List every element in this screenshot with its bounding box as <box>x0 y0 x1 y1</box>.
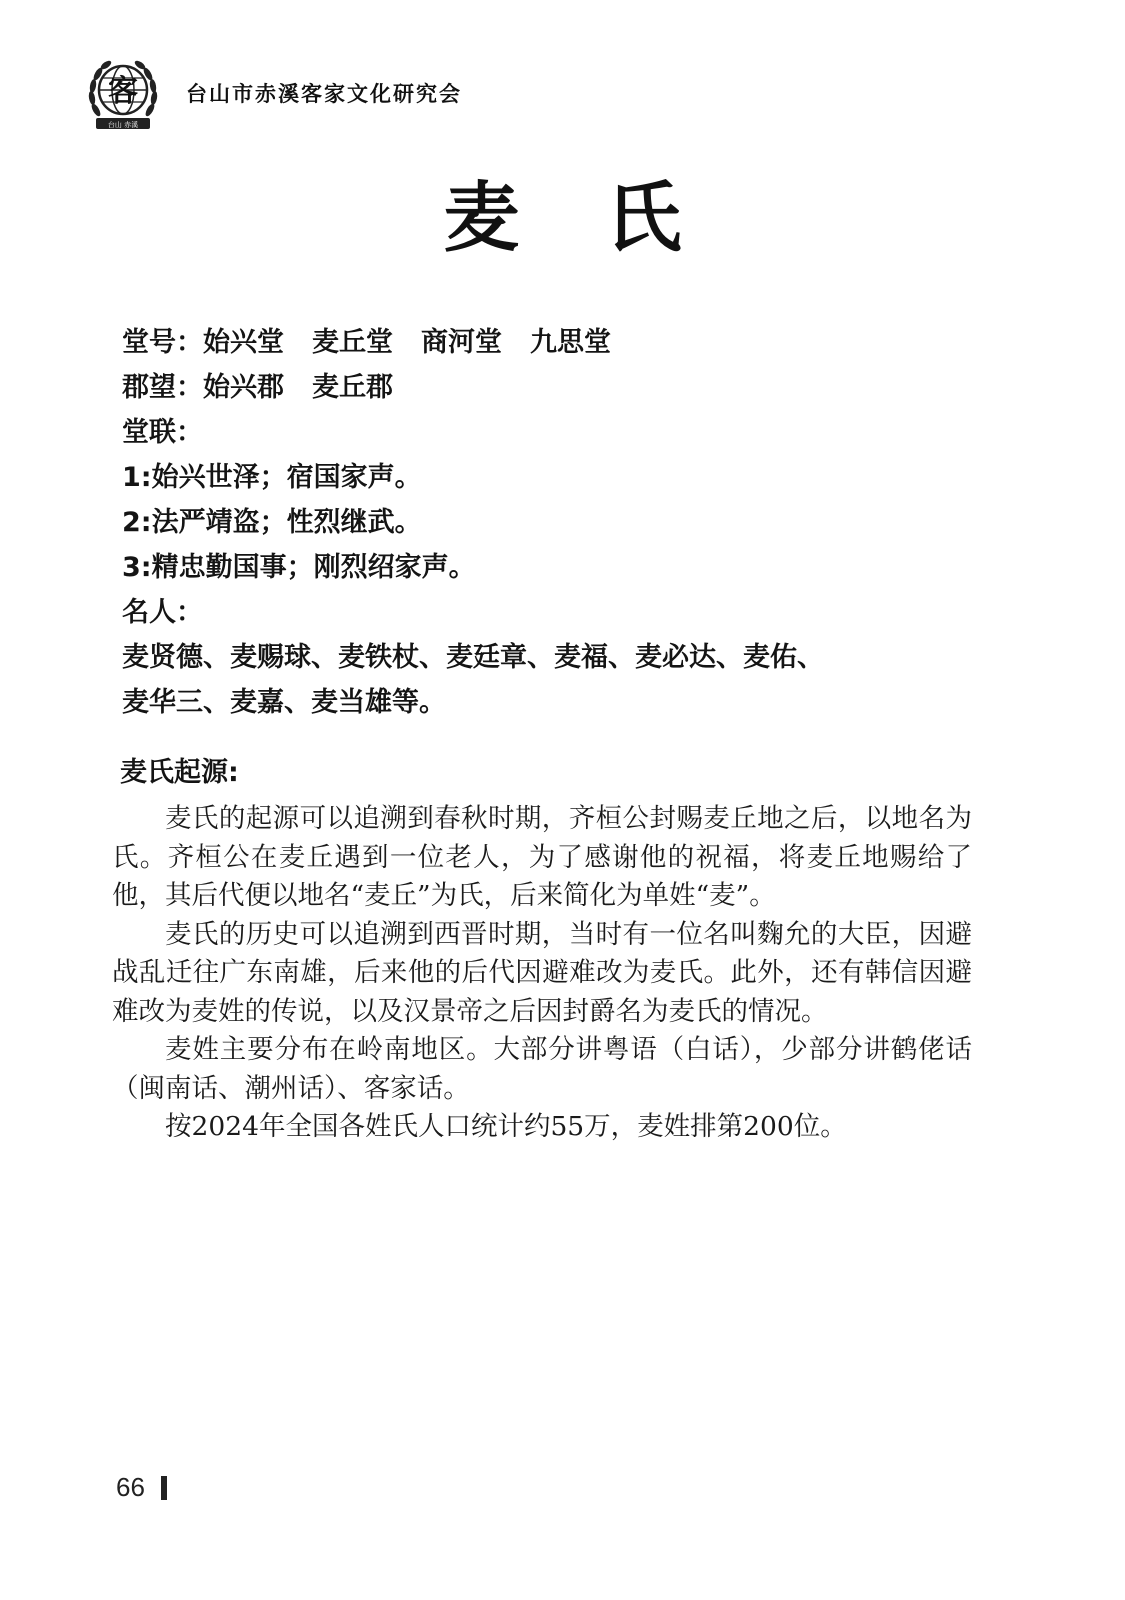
origin-paragraph: 按2024年全国各姓氏人口统计约55万，麦姓排第200位。 <box>165 1111 847 1142</box>
origin-paragraph: 麦姓主要分布在岭南地区。大部分讲粤语（白话），少部分讲鹤佬话（闽南话、潮州话）、客家话。 <box>112 1034 972 1104</box>
organization-name: 台山市赤溪客家文化研究会 <box>186 81 462 106</box>
hall-name: 商河堂 <box>421 327 502 358</box>
hall-name: 九思堂 <box>530 327 611 358</box>
page-footer <box>116 1472 167 1503</box>
page-header <box>82 52 462 134</box>
page-title: 麦氏 <box>443 173 768 262</box>
origin-body <box>112 800 972 1147</box>
couplet-line: 3:精忠勤国事；刚烈绍家声。 <box>122 552 476 583</box>
logo-character: 客 <box>108 74 138 109</box>
origin-heading: 麦氏起源: <box>120 757 239 788</box>
couplets-label: 堂联： <box>122 417 203 448</box>
hall-names-label: 堂号： <box>122 327 203 358</box>
commandery-name: 始兴郡 <box>203 372 284 403</box>
commandery-row <box>122 365 982 410</box>
celebrities-line: 麦贤德、麦赐球、麦铁杖、麦廷章、麦福、麦必达、麦佑、 <box>122 642 824 673</box>
couplet-line: 1:始兴世泽；宿国家声。 <box>122 462 422 493</box>
commandery-name: 麦丘郡 <box>312 372 393 403</box>
celebrities-label: 名人： <box>122 597 203 628</box>
surname-info <box>122 320 982 725</box>
hall-name: 麦丘堂 <box>312 327 393 358</box>
origin-paragraph: 麦氏的起源可以追溯到春秋时期，齐桓公封赐麦丘地之后，以地名为氏。齐桓公在麦丘遇到一位老人，为了感谢他的祝福，将麦丘地赐给了他，其后代便以地名“麦丘”为氏，后来简化为单姓“麦”。 <box>112 803 972 911</box>
logo-banner-text: 台山 赤溪 <box>107 121 139 129</box>
page-number: 66 <box>116 1472 145 1502</box>
origin-paragraph: 麦氏的历史可以追溯到西晋时期，当时有一位名叫麴允的大臣，因避战乱迁往广东南雄，后来他的后代因避难改为麦氏。此外，还有韩信因避难改为麦姓的传说，以及汉景帝之后因封爵名为麦氏的情况。 <box>112 918 972 1027</box>
page-number-bar <box>161 1476 167 1500</box>
couplet-line: 2:法严靖盗；性烈继武。 <box>122 507 422 538</box>
hall-name: 始兴堂 <box>203 327 284 358</box>
hall-names-row <box>122 320 982 365</box>
commandery-label: 郡望： <box>122 372 203 403</box>
association-logo <box>82 52 164 134</box>
celebrities-line: 麦华三、麦嘉、麦当雄等。 <box>122 687 446 718</box>
